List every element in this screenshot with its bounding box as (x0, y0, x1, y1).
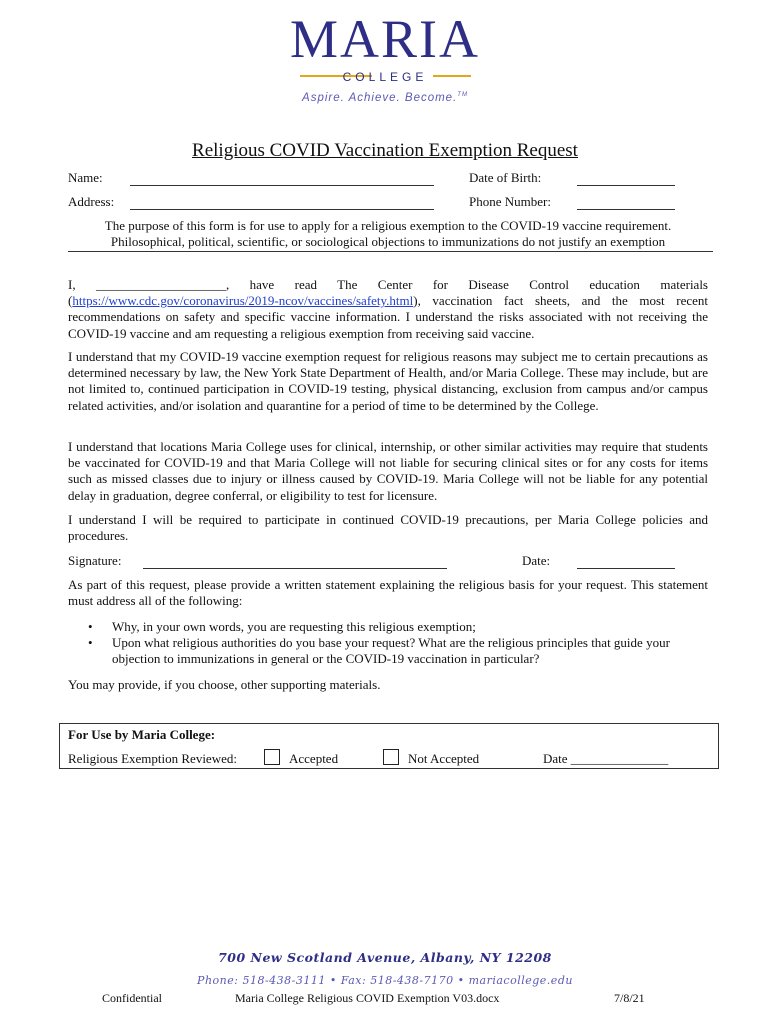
accepted-label: Accepted (289, 751, 339, 766)
office-use-heading: For Use by Maria College: (68, 727, 216, 742)
p1-end: ), vaccination fact sheets, and the most recent recommendations on safety and specific vaccine information. I understand the risks associated with not receiving the COVID-19 vaccine and am requesting a religious exemption from receiving said vaccine. (68, 293, 708, 341)
bullet-text: Upon what religious authorities do you base your request? What are the religious principles that guide your objection to immunizations in general or the COVID-19 vaccination in particular? (112, 635, 670, 667)
name-field[interactable] (130, 172, 434, 186)
bullet-text: Why, in your own words, you are requesting this religious exemption; (112, 619, 476, 634)
not-accepted-label: Not Accepted (408, 751, 480, 766)
clinical-paragraph: I understand that locations Maria College uses for clinical, internship, or other similar activities may require that students be vaccinated for COVID-19 and that Maria College will not liable for securing clinical sites or for any costs for items such as missed classes due to injury or illness caused by COVID-19. Maria College will not be liable for any potential delay in graduation, degree conferral, or eligibility to test for licensure. (68, 439, 708, 503)
name-label: Name: (68, 170, 103, 185)
bullet-icon: • (88, 619, 93, 634)
phone-label: Phone Number: (469, 194, 551, 209)
footer-confidential: Confidential (102, 991, 162, 1005)
review-date-field[interactable]: Date _______________ (543, 751, 669, 766)
divider (68, 251, 713, 252)
footer-address: 700 New Scotland Avenue, Albany, NY 12208 (218, 950, 552, 965)
supporting-materials-note: You may provide, if you choose, other supporting materials. (68, 677, 381, 692)
not-accepted-checkbox[interactable] (383, 749, 399, 765)
phone-field[interactable] (577, 196, 675, 210)
participation-paragraph: I understand I will be required to participate in continued COVID-19 precautions, per Maria College policies and procedures. (68, 512, 708, 544)
precautions-paragraph: I understand that my COVID-19 vaccine exemption request for religious reasons may subject me to certain precautions as determined necessary by law, the New York State Department of Health, and/or Maria College. These may include, but are not limited to, continued participation in COVID-19 testing, physical distancing, exclusion from campus and/or campus related activities, and/or isolation and quarantine for a period of time to be determined by the College. (68, 349, 708, 413)
cdc-link[interactable]: https://www.cdc.gov/coronavirus/2019-ncov/vaccines/safety.html (72, 293, 414, 309)
purpose-line-2: Philosophical, political, scientific, or sociological objections to immunizations do not justify an exemption (110, 234, 666, 249)
p1-start: I, ____________________, have read The Center for Disease Control education materials ( (68, 277, 708, 309)
address-label: Address: (68, 194, 115, 209)
address-field[interactable] (130, 196, 434, 210)
logo-wordmark: MARIA (289, 9, 480, 69)
logo-tagline-text: Aspire. Achieve. Become. (302, 92, 458, 104)
dob-field[interactable] (577, 172, 675, 186)
review-label: Religious Exemption Reviewed: (68, 751, 237, 766)
purpose-statement (68, 218, 708, 250)
statement-requirements (88, 619, 708, 668)
signature-label: Signature: (68, 553, 122, 568)
bullet-icon: • (88, 635, 93, 651)
signature-field[interactable] (143, 555, 447, 569)
footer-doc-date: 7/8/21 (614, 991, 645, 1005)
purpose-line-1: The purpose of this form is for use to apply for a religious exemption to the COVID-19 vaccine requirement. (104, 218, 672, 233)
dob-label: Date of Birth: (469, 170, 542, 185)
accepted-checkbox[interactable] (264, 749, 280, 765)
logo-college: COLLEGE (342, 70, 428, 84)
list-item (88, 635, 708, 667)
logo-trademark: TM (457, 92, 468, 99)
list-item (88, 619, 708, 635)
logo-tagline (0, 92, 770, 104)
footer-contact: Phone: 518-438-3111 • Fax: 518-438-7170 • mariacollege.edu (197, 974, 573, 987)
form-title: Religious COVID Vaccination Exemption Request (192, 140, 578, 161)
signature-date-label: Date: (522, 553, 551, 568)
acknowledgement-paragraph (68, 277, 708, 342)
statement-intro: As part of this request, please provide a written statement explaining the religious basis for your request. This statement must address all of the following: (68, 577, 708, 609)
footer-doc-name: Maria College Religious COVID Exemption V03.docx (235, 991, 500, 1005)
signature-date-field[interactable] (577, 555, 675, 569)
